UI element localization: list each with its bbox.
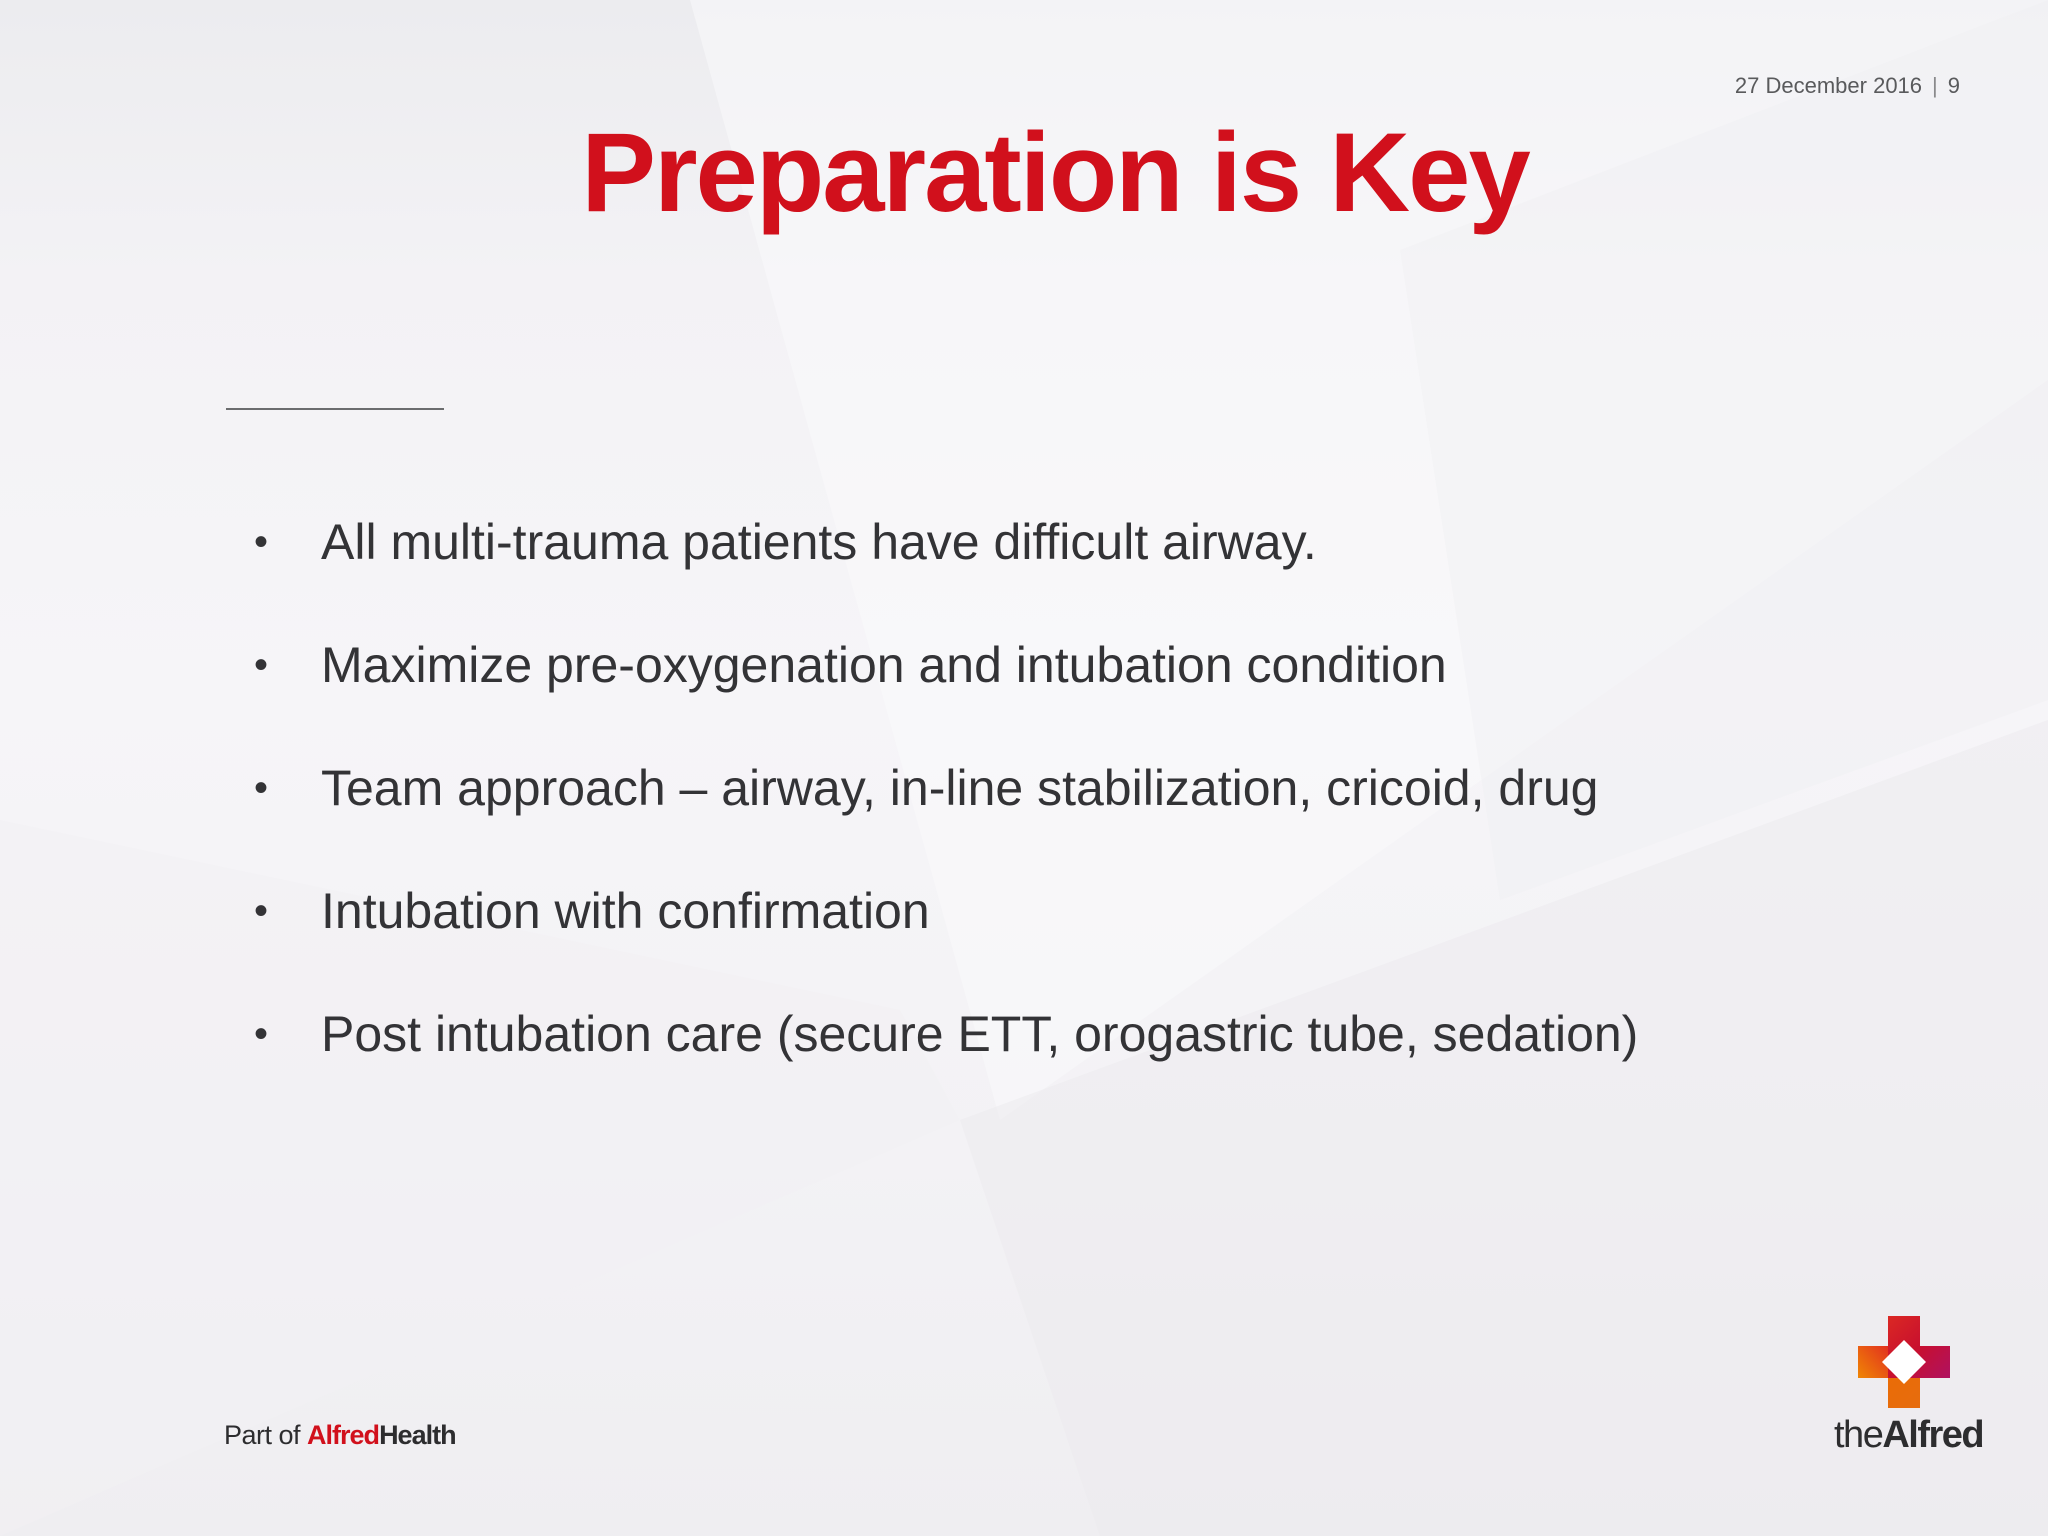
- logo-text-part1: the: [1834, 1414, 1883, 1456]
- bullet-icon: •: [254, 889, 269, 933]
- the-alfred-logo: [1826, 1310, 1984, 1460]
- bullet-text: All multi-trauma patients have difficult airway.: [321, 514, 1317, 570]
- meta-separator: |: [1932, 73, 1938, 98]
- footer-org-part2: Health: [379, 1420, 456, 1450]
- slide-page-number: 9: [1947, 73, 1960, 98]
- footer-prefix: Part of: [224, 1420, 308, 1450]
- logo-text-part2: Alfred: [1882, 1414, 1984, 1456]
- alfred-cross-logo-icon: [1858, 1316, 1950, 1408]
- bullet-icon: •: [254, 1012, 269, 1056]
- bullet-text: Post intubation care (secure ETT, orogastric tube, sedation): [321, 1006, 1639, 1062]
- slide-date: 27 December 2016: [1734, 73, 1923, 98]
- title-divider: [226, 408, 444, 410]
- slide-meta: [1735, 73, 1960, 99]
- logo-wordmark: [1834, 1414, 1983, 1457]
- bullet-text: Team approach – airway, in-line stabilization, cricoid, drug: [321, 760, 1599, 816]
- footer-org-part1: Alfred: [307, 1420, 380, 1450]
- bullet-text: Intubation with confirmation: [321, 883, 930, 939]
- footer-affiliation: [224, 1420, 456, 1451]
- bullet-icon: •: [254, 643, 269, 687]
- bullet-icon: •: [254, 766, 269, 810]
- bullet-text: Maximize pre-oxygenation and intubation condition: [321, 637, 1447, 693]
- bullet-icon: •: [254, 520, 269, 564]
- slide-title: Preparation is Key: [581, 110, 1529, 235]
